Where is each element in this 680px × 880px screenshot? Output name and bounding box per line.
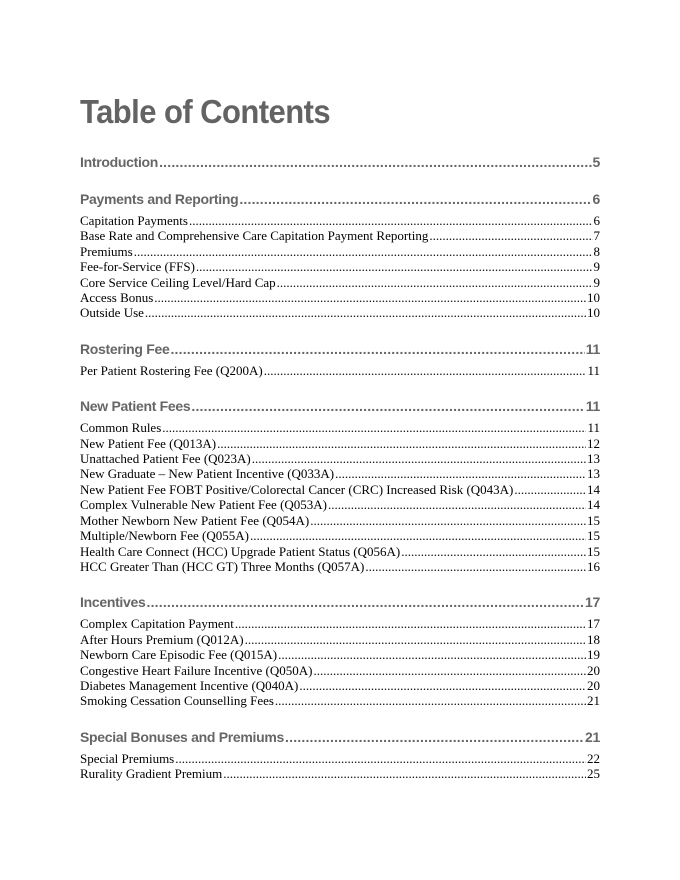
toc-entry-page: 21	[587, 693, 600, 709]
toc-heading-page: 11	[585, 398, 600, 415]
toc-entry[interactable]	[80, 544, 600, 559]
dot-leader	[162, 420, 586, 435]
toc-heading-page: 6	[592, 191, 600, 207]
toc-entry-page: 8	[593, 243, 600, 259]
toc-entry-label: New Graduate – New Patient Incentive (Q033A)	[80, 466, 335, 482]
toc-entry-label: Common Rules	[80, 420, 162, 436]
toc-entry-page: 16	[587, 558, 600, 574]
toc-entry[interactable]	[80, 363, 600, 378]
toc-entry-label: Congestive Heart Failure Incentive (Q050A)	[80, 662, 313, 678]
toc-entry-label: Mother Newborn New Patient Fee (Q054A)	[80, 512, 310, 528]
toc-entry-label: Health Care Connect (HCC) Upgrade Patient Status (Q056A)	[80, 543, 401, 559]
dot-leader	[191, 397, 584, 415]
toc-heading-label: Payments and Reporting	[80, 191, 239, 207]
toc-entry[interactable]	[80, 766, 600, 781]
toc-section-heading[interactable]	[80, 190, 600, 208]
toc-entry-page: 11	[587, 420, 600, 436]
dot-leader	[196, 259, 593, 274]
toc-entry[interactable]	[80, 559, 600, 574]
toc-entry-page: 7	[593, 228, 600, 244]
toc-entry-page: 13	[587, 466, 600, 482]
toc-entry-page: 14	[587, 497, 600, 513]
toc-entry[interactable]	[80, 663, 600, 678]
toc-entry-label: Diabetes Management Incentive (Q040A)	[80, 677, 299, 693]
dot-leader	[264, 363, 587, 378]
toc-entry-label: Complex Capitation Payment	[80, 616, 234, 632]
toc-entry[interactable]	[80, 751, 600, 766]
toc-entry-page: 17	[587, 616, 600, 632]
toc-section-heading[interactable]	[80, 340, 600, 358]
toc-entry-page: 22	[587, 750, 600, 766]
dot-leader	[252, 451, 586, 466]
toc-entry[interactable]	[80, 420, 600, 435]
toc-entry[interactable]	[80, 482, 600, 497]
toc-entry[interactable]	[80, 436, 600, 451]
dot-leader	[146, 593, 584, 611]
toc-entry-label: Base Rate and Comprehensive Care Capitation Payment Reporting	[80, 228, 429, 244]
dot-leader	[310, 513, 586, 528]
toc-entry-label: Capitation Payments	[80, 213, 188, 228]
toc-heading-label: Incentives	[80, 594, 146, 611]
dot-leader	[159, 153, 591, 171]
toc-section	[80, 153, 600, 171]
toc-entry[interactable]	[80, 213, 600, 228]
dot-leader	[335, 466, 586, 481]
toc-entry[interactable]	[80, 466, 600, 481]
dot-leader	[239, 190, 591, 208]
toc-entry-page: 6	[593, 213, 600, 228]
toc-entry-label: Multiple/Newborn Fee (Q055A)	[80, 528, 249, 544]
toc-entry-label: Fee-for-Service (FFS)	[80, 259, 195, 275]
toc-entry-label: Per Patient Rostering Fee (Q200A)	[80, 362, 263, 378]
toc-entry[interactable]	[80, 693, 600, 708]
toc-entry-label: Outside Use	[80, 305, 144, 321]
toc-entry-page: 20	[587, 677, 600, 693]
dot-leader	[313, 663, 586, 678]
toc-entry-page: 14	[587, 481, 600, 497]
toc-heading-label: Special Bonuses and Premiums	[80, 728, 285, 745]
toc-section-heading[interactable]	[80, 593, 600, 611]
toc-heading-label: New Patient Fees	[80, 398, 191, 415]
toc-entry-page: 9	[593, 274, 600, 290]
dot-leader	[275, 693, 586, 708]
toc-entry[interactable]	[80, 528, 600, 543]
toc-section	[80, 728, 600, 782]
toc-heading-page: 17	[585, 594, 600, 611]
toc-entry-label: New Patient Fee (Q013A)	[80, 435, 217, 451]
dot-leader	[401, 544, 586, 559]
toc-entry[interactable]	[80, 678, 600, 693]
toc-heading-label: Introduction	[80, 154, 159, 170]
toc-entry-label: After Hours Premium (Q012A)	[80, 631, 244, 647]
dot-leader	[285, 728, 584, 746]
toc-entry-page: 10	[587, 290, 600, 306]
toc-entry-page: 11	[587, 362, 600, 378]
toc-entry-page: 10	[587, 305, 600, 321]
toc-entry-page: 18	[587, 631, 600, 647]
toc-heading-label: Rostering Fee	[80, 340, 170, 357]
toc-entry[interactable]	[80, 228, 600, 243]
toc-heading-page: 21	[585, 728, 600, 745]
toc-entry-label: Access Bonus	[80, 290, 154, 306]
toc-entry-label: HCC Greater Than (HCC GT) Three Months (Q057A)	[80, 558, 365, 574]
toc-entry[interactable]	[80, 290, 600, 305]
dot-leader	[134, 244, 593, 259]
toc-entry[interactable]	[80, 497, 600, 512]
toc-entry[interactable]	[80, 259, 600, 274]
toc-entry-label: Rurality Gradient Premium	[80, 766, 223, 782]
toc-entry[interactable]	[80, 451, 600, 466]
toc-entry-page: 25	[587, 766, 600, 782]
dot-leader	[175, 751, 586, 766]
toc-entry[interactable]	[80, 244, 600, 259]
toc-list	[80, 153, 600, 782]
toc-section	[80, 593, 600, 708]
toc-entry-label: Newborn Care Episodic Fee (Q015A)	[80, 647, 278, 663]
toc-entry-label: Unattached Patient Fee (Q023A)	[80, 451, 251, 467]
toc-entry[interactable]	[80, 616, 600, 631]
toc-entry[interactable]	[80, 513, 600, 528]
toc-page	[80, 92, 600, 782]
toc-entry-label: New Patient Fee FOBT Positive/Colorectal Cancer (CRC) Increased Risk (Q043A)	[80, 481, 514, 497]
dot-leader	[365, 559, 586, 574]
toc-entry-page: 9	[593, 259, 600, 275]
dot-leader	[170, 340, 584, 358]
toc-entry-page: 20	[587, 662, 600, 678]
toc-entry[interactable]	[80, 275, 600, 290]
dot-leader	[145, 305, 586, 320]
toc-entry-page: 15	[587, 543, 600, 559]
dot-leader	[189, 213, 593, 228]
toc-heading-page: 11	[585, 340, 600, 357]
dot-leader	[245, 632, 586, 647]
toc-heading-page: 5	[592, 154, 600, 170]
toc-section-heading[interactable]	[80, 153, 600, 171]
toc-entry-label: Core Service Ceiling Level/Hard Cap	[80, 274, 276, 290]
toc-entry-label: Special Premiums	[80, 750, 175, 766]
toc-entry[interactable]	[80, 647, 600, 662]
toc-section	[80, 190, 600, 321]
toc-section-heading[interactable]	[80, 397, 600, 415]
toc-entry-label: Complex Vulnerable New Patient Fee (Q053A)	[80, 497, 328, 513]
toc-entry-label: Premiums	[80, 243, 133, 259]
dot-leader	[429, 228, 592, 243]
toc-entry-label: Smoking Cessation Counselling Fees	[80, 693, 274, 709]
toc-entry[interactable]	[80, 305, 600, 320]
toc-entry-page: 12	[587, 435, 600, 451]
dot-leader	[514, 482, 586, 497]
toc-entry-page: 19	[587, 647, 600, 663]
toc-entry-page: 15	[587, 528, 600, 544]
dot-leader	[277, 275, 593, 290]
toc-section	[80, 397, 600, 574]
dot-leader	[328, 497, 586, 512]
page-title: Table of Contents	[80, 93, 331, 130]
toc-section	[80, 340, 600, 378]
toc-entry-page: 15	[587, 512, 600, 528]
dot-leader	[278, 647, 586, 662]
dot-leader	[154, 290, 586, 305]
dot-leader	[235, 616, 586, 631]
dot-leader	[250, 528, 586, 543]
toc-entry-page: 13	[587, 451, 600, 467]
dot-leader	[217, 436, 586, 451]
dot-leader	[223, 766, 586, 781]
dot-leader	[299, 678, 586, 693]
toc-entry[interactable]	[80, 632, 600, 647]
toc-section-heading[interactable]	[80, 728, 600, 746]
